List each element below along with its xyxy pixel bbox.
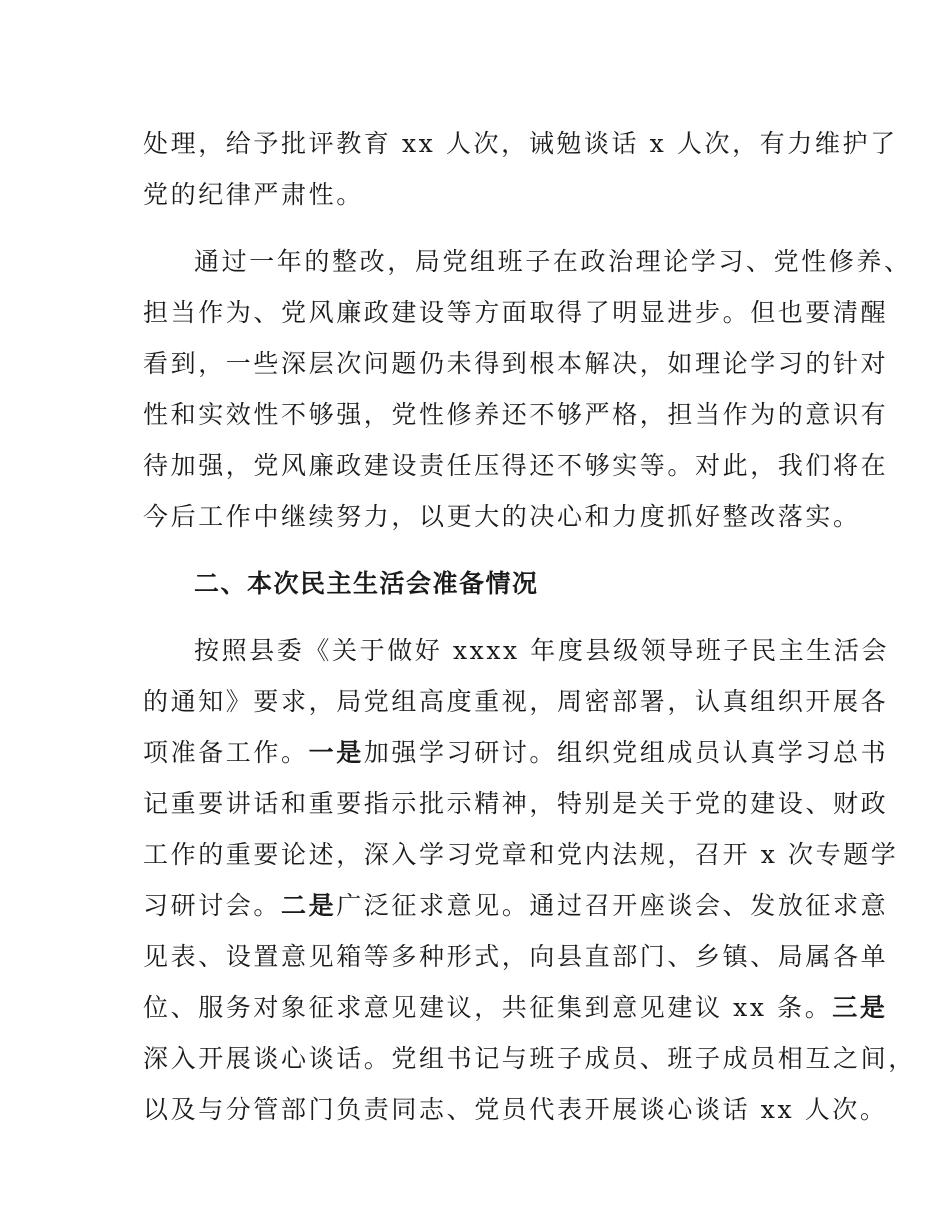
text-segment: 加强学习研讨。组织党组成员认真学习总书 xyxy=(363,738,889,767)
text-line: 看到，一些深层次问题仍未得到根本解决，如理论学习的针对 xyxy=(143,349,889,378)
text-line xyxy=(143,727,889,778)
text-line: 工作的重要论述，深入学习党章和党内法规，召开 x 次专题学 xyxy=(143,840,899,869)
text-segment: 习研讨会。 xyxy=(143,891,282,920)
text-line: 深入开展谈心谈话。党组书记与班子成员、班子成员相互之间， xyxy=(143,1044,916,1073)
text-segment: 位、服务对象征求意见建议，共征集到意见建议 xx 条。 xyxy=(143,993,833,1022)
text-line xyxy=(143,982,888,1033)
text-segment: 广泛征求意见。通过召开座谈会、发放征求意 xyxy=(336,891,889,920)
text-line: 通过一年的整改，局党组班子在政治理论学习、党性修养、 xyxy=(194,247,912,276)
text-line xyxy=(143,880,889,931)
bold-marker-first: 一是 xyxy=(308,738,364,767)
text-line: 党的纪律严肃性。 xyxy=(143,180,364,209)
document-body xyxy=(143,118,916,1135)
text-line: 待加强，党风廉政建设责任压得还不够实等。对此，我们将在 xyxy=(143,451,889,480)
paragraph xyxy=(143,625,916,1135)
text-line: 以及与分管部门负责同志、党员代表开展谈心谈话 xx 人次。 xyxy=(143,1095,888,1124)
text-line: 今后工作中继续努力，以更大的决心和力度抓好整改落实。 xyxy=(143,502,861,531)
text-line: 按照县委《关于做好 xxxx 年度县级领导班子民主生活会 xyxy=(194,636,890,665)
text-segment: 项准备工作。 xyxy=(143,738,309,767)
text-line: 性和实效性不够强，党性修养还不够严格，担当作为的意识有 xyxy=(143,400,889,429)
text-line: 见表、设置意见箱等多种形式，向县直部门、乡镇、局属各单 xyxy=(143,942,889,971)
bold-marker-third: 三是 xyxy=(832,993,888,1022)
text-line: 的通知》要求，局党组高度重视，周密部署，认真组织开展各 xyxy=(143,687,889,716)
text-line: 记重要讲话和重要指示批示精神，特别是关于党的建设、财政 xyxy=(143,789,889,818)
paragraph xyxy=(143,118,898,220)
text-line: 处理，给予批评教育 xx 人次，诫勉谈话 x 人次，有力维护了 xyxy=(143,129,898,158)
section-heading: 二、本次民主生活会准备情况 xyxy=(194,569,539,598)
paragraph xyxy=(143,236,912,542)
bold-marker-second: 二是 xyxy=(281,891,337,920)
text-line: 担当作为、党风廉政建设等方面取得了明显进步。但也要清醒 xyxy=(143,298,889,327)
